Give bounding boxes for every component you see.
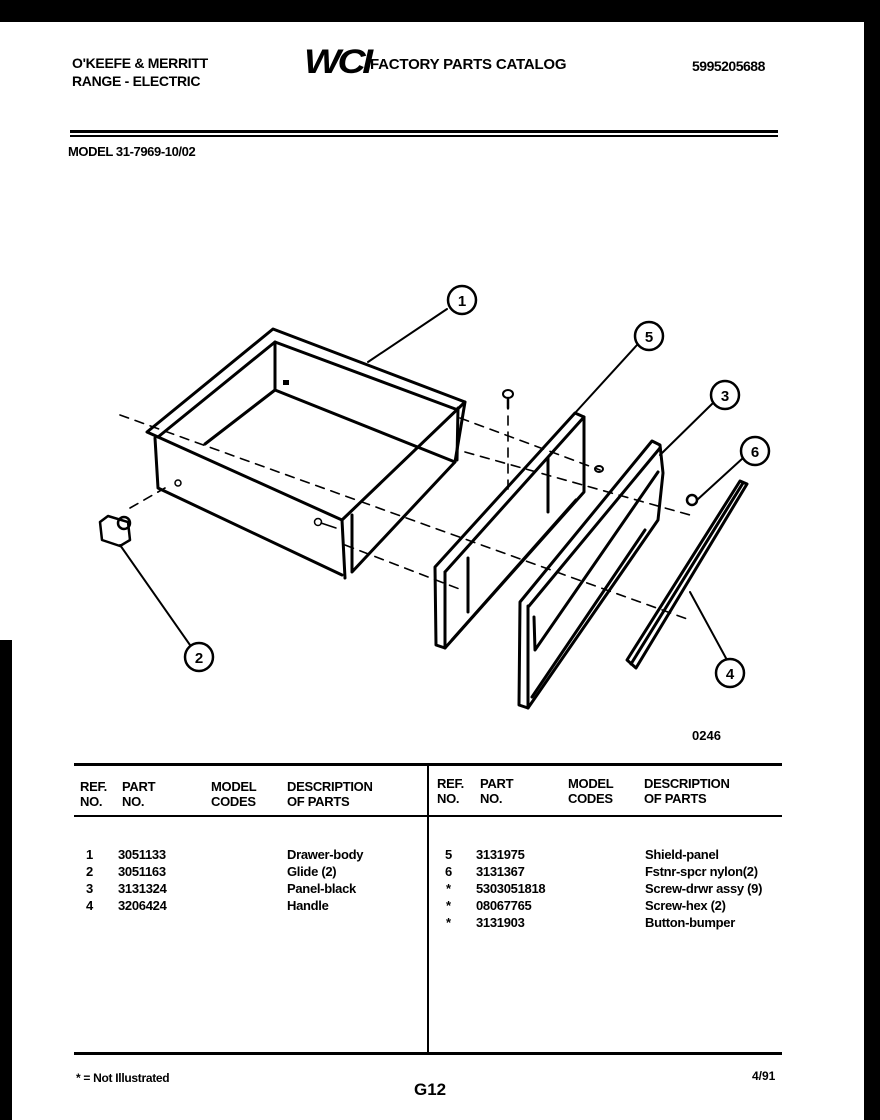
header-part-no-right: PART NO. xyxy=(480,776,514,806)
header-rule xyxy=(70,130,778,133)
front-panel-part xyxy=(519,441,663,708)
callout-3: 3 xyxy=(720,388,730,405)
header-model-codes-right: MODEL CODES xyxy=(568,776,614,806)
header-description: DESCRIPTION OF PARTS xyxy=(287,779,373,809)
handle-part xyxy=(627,481,747,668)
catalog-number: 5995205688 xyxy=(692,58,765,74)
header-description-right: DESCRIPTION OF PARTS xyxy=(644,776,730,806)
drawer-body-part xyxy=(147,329,465,578)
revision-date: 4/91 xyxy=(752,1069,776,1083)
figure-number: 0246 xyxy=(692,728,721,743)
scan-border-top xyxy=(0,0,880,22)
callout-5: 5 xyxy=(644,329,654,346)
header-ref-no: REF. NO. xyxy=(80,779,107,809)
brand-name: O'KEEFE & MERRITT xyxy=(72,55,208,71)
callout-2: 2 xyxy=(194,650,204,667)
exploded-parts-diagram xyxy=(0,160,880,760)
model-number: MODEL 31-7969-10/02 xyxy=(68,144,196,159)
header-ref-no-right: REF. NO. xyxy=(437,776,464,806)
catalog-title: FACTORY PARTS CATALOG xyxy=(370,56,567,73)
header-model-codes: MODEL CODES xyxy=(211,779,257,809)
glide-part xyxy=(100,516,130,546)
table-bottom-rule xyxy=(74,1052,782,1055)
wci-logo: WCI xyxy=(304,43,370,81)
brand-block xyxy=(72,54,208,90)
callout-6: 6 xyxy=(750,444,760,461)
fastener-part xyxy=(687,495,697,505)
page-id: G12 xyxy=(414,1080,447,1099)
not-illustrated-note: * = Not Illustrated xyxy=(76,1071,170,1085)
callout-4: 4 xyxy=(725,666,735,683)
product-type: RANGE - ELECTRIC xyxy=(72,73,201,89)
header-rule-2 xyxy=(70,135,778,137)
table-divider xyxy=(427,766,429,1054)
header-part-no: PART NO. xyxy=(122,779,156,809)
callout-1: 1 xyxy=(457,293,467,310)
